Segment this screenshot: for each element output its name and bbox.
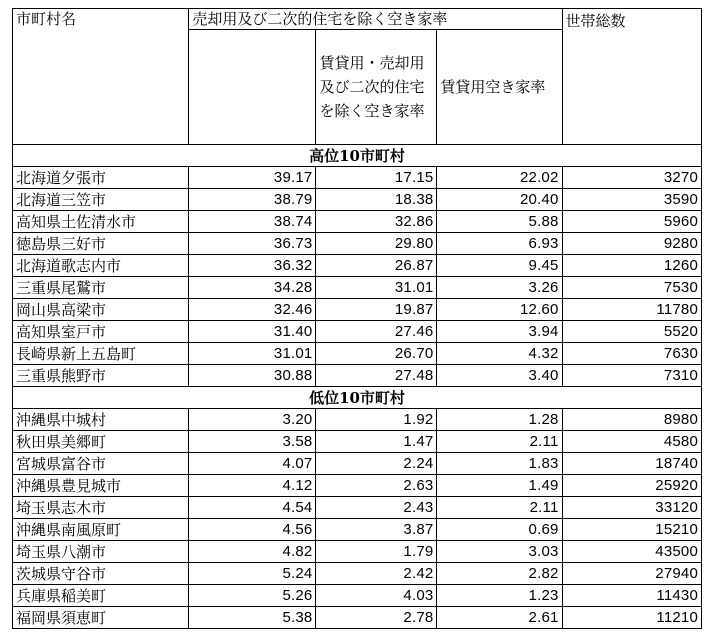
rental-vacancy-rate-cell: 3.26 [437,277,562,299]
households-cell: 9280 [562,233,701,255]
municipality-name-cell: 秋田県美郷町 [13,431,189,453]
vacancy-rate-cell: 5.26 [189,585,316,607]
table-body [13,145,702,629]
municipality-name-cell: 福岡県須恵町 [13,607,189,629]
rate-excl-rental-cell: 32.86 [316,211,437,233]
vacancy-rate-cell: 5.24 [189,563,316,585]
vacancy-rate-cell: 34.28 [189,277,316,299]
table-row [13,585,702,607]
rental-vacancy-rate-cell: 12.60 [437,299,562,321]
vacancy-rate-cell: 36.73 [189,233,316,255]
households-cell: 8980 [562,409,701,431]
rate-excl-rental-cell: 3.87 [316,519,437,541]
municipality-name-cell: 埼玉県志木市 [13,497,189,519]
table-row [13,233,702,255]
vacancy-rate-cell: 39.17 [189,167,316,189]
vacancy-rate-cell: 32.46 [189,299,316,321]
households-cell: 27940 [562,563,701,585]
table-row [13,255,702,277]
households-cell: 43500 [562,541,701,563]
municipality-name-cell: 埼玉県八潮市 [13,541,189,563]
municipality-name-cell: 沖縄県南風原町 [13,519,189,541]
households-cell: 3270 [562,167,701,189]
households-cell: 15210 [562,519,701,541]
header-households: 世帯総数 [562,9,701,145]
municipality-name-cell: 長崎県新上五島町 [13,343,189,365]
municipality-name-cell: 沖縄県豊見城市 [13,475,189,497]
municipality-name-cell: 高知県土佐清水市 [13,211,189,233]
rental-vacancy-rate-cell: 1.83 [437,453,562,475]
table-row [13,453,702,475]
rate-excl-rental-cell: 31.01 [316,277,437,299]
rental-vacancy-rate-cell: 3.03 [437,541,562,563]
table-row [13,519,702,541]
rate-excl-rental-cell: 29.80 [316,233,437,255]
municipality-name-cell: 徳島県三好市 [13,233,189,255]
rate-excl-rental-cell: 26.87 [316,255,437,277]
rate-excl-rental-cell: 26.70 [316,343,437,365]
municipality-name-cell: 高知県室戸市 [13,321,189,343]
municipality-name-cell: 沖縄県中城村 [13,409,189,431]
rate-excl-rental-cell: 1.79 [316,541,437,563]
vacancy-rate-cell: 4.07 [189,453,316,475]
rental-vacancy-rate-cell: 4.32 [437,343,562,365]
section-title: 高位10市町村 [13,145,702,167]
municipality-name-cell: 北海道夕張市 [13,167,189,189]
rate-excl-rental-cell: 27.46 [316,321,437,343]
rate-excl-rental-cell: 27.48 [316,365,437,387]
table-row [13,409,702,431]
rental-vacancy-rate-cell: 2.11 [437,431,562,453]
rate-excl-rental-cell: 1.92 [316,409,437,431]
municipality-name-cell: 兵庫県稲美町 [13,585,189,607]
table-row [13,211,702,233]
vacancy-rate-cell: 4.54 [189,497,316,519]
table-row [13,299,702,321]
header-rate-excl-rental: 賃貸用・売却用及び二次的住宅を除く空き家率 [316,30,437,145]
table-row [13,431,702,453]
households-cell: 11210 [562,607,701,629]
rate-excl-rental-cell: 4.03 [316,585,437,607]
vacancy-rate-cell: 38.74 [189,211,316,233]
rental-vacancy-rate-cell: 22.02 [437,167,562,189]
rental-vacancy-rate-cell: 1.23 [437,585,562,607]
table-row [13,563,702,585]
rate-excl-rental-cell: 19.87 [316,299,437,321]
households-cell: 11780 [562,299,701,321]
rental-vacancy-rate-cell: 9.45 [437,255,562,277]
section-title: 低位10市町村 [13,387,702,409]
rental-vacancy-rate-cell: 3.94 [437,321,562,343]
rental-vacancy-rate-cell: 1.28 [437,409,562,431]
vacancy-rate-cell: 4.82 [189,541,316,563]
vacancy-rate-cell: 3.58 [189,431,316,453]
rate-excl-rental-cell: 2.43 [316,497,437,519]
rate-excl-rental-cell: 18.38 [316,189,437,211]
rental-vacancy-rate-cell: 0.69 [437,519,562,541]
vacancy-rate-cell: 36.32 [189,255,316,277]
vacancy-rate-cell: 3.20 [189,409,316,431]
rental-vacancy-rate-cell: 6.93 [437,233,562,255]
rental-vacancy-rate-cell: 1.49 [437,475,562,497]
table-row [13,541,702,563]
table-row [13,277,702,299]
municipality-name-cell: 宮城県富谷市 [13,453,189,475]
table-row [13,167,702,189]
table-row [13,321,702,343]
vacancy-rate-table [12,8,702,629]
vacancy-rate-cell: 4.56 [189,519,316,541]
municipality-name-cell: 北海道三笠市 [13,189,189,211]
households-cell: 1260 [562,255,701,277]
section-header-row [13,145,702,167]
households-cell: 4580 [562,431,701,453]
table-row [13,475,702,497]
rental-vacancy-rate-cell: 2.61 [437,607,562,629]
municipality-name-cell: 三重県熊野市 [13,365,189,387]
municipality-name-cell: 三重県尾鷲市 [13,277,189,299]
header-municipality-name: 市町村名 [13,9,189,145]
rental-vacancy-rate-cell: 20.40 [437,189,562,211]
households-cell: 7310 [562,365,701,387]
table-row [13,343,702,365]
households-cell: 25920 [562,475,701,497]
vacancy-rate-cell: 5.38 [189,607,316,629]
rate-excl-rental-cell: 2.42 [316,563,437,585]
vacancy-rate-cell: 31.40 [189,321,316,343]
households-cell: 5520 [562,321,701,343]
households-cell: 7630 [562,343,701,365]
municipality-name-cell: 茨城県守谷市 [13,563,189,585]
vacancy-rate-cell: 31.01 [189,343,316,365]
vacancy-rate-cell: 30.88 [189,365,316,387]
rate-excl-rental-cell: 2.24 [316,453,437,475]
rental-vacancy-rate-cell: 3.40 [437,365,562,387]
rate-excl-rental-cell: 17.15 [316,167,437,189]
households-cell: 3590 [562,189,701,211]
rate-excl-rental-cell: 2.63 [316,475,437,497]
rental-vacancy-rate-cell: 2.11 [437,497,562,519]
header-rental-vacancy-rate: 賃貸用空き家率 [437,30,562,145]
table-row [13,497,702,519]
vacancy-rate-cell: 38.79 [189,189,316,211]
rental-vacancy-rate-cell: 5.88 [437,211,562,233]
table-row [13,607,702,629]
municipality-name-cell: 岡山県高梁市 [13,299,189,321]
rental-vacancy-rate-cell: 2.82 [437,563,562,585]
households-cell: 18740 [562,453,701,475]
section-header-row [13,387,702,409]
header-vacancy-rate-group: 売却用及び二次的住宅を除く空き家率 [189,9,562,30]
table-row [13,189,702,211]
header-empty-cell [189,30,316,145]
households-cell: 11430 [562,585,701,607]
households-cell: 33120 [562,497,701,519]
rate-excl-rental-cell: 2.78 [316,607,437,629]
municipality-name-cell: 北海道歌志内市 [13,255,189,277]
households-cell: 5960 [562,211,701,233]
rate-excl-rental-cell: 1.47 [316,431,437,453]
vacancy-rate-cell: 4.12 [189,475,316,497]
households-cell: 7530 [562,277,701,299]
table-row [13,365,702,387]
